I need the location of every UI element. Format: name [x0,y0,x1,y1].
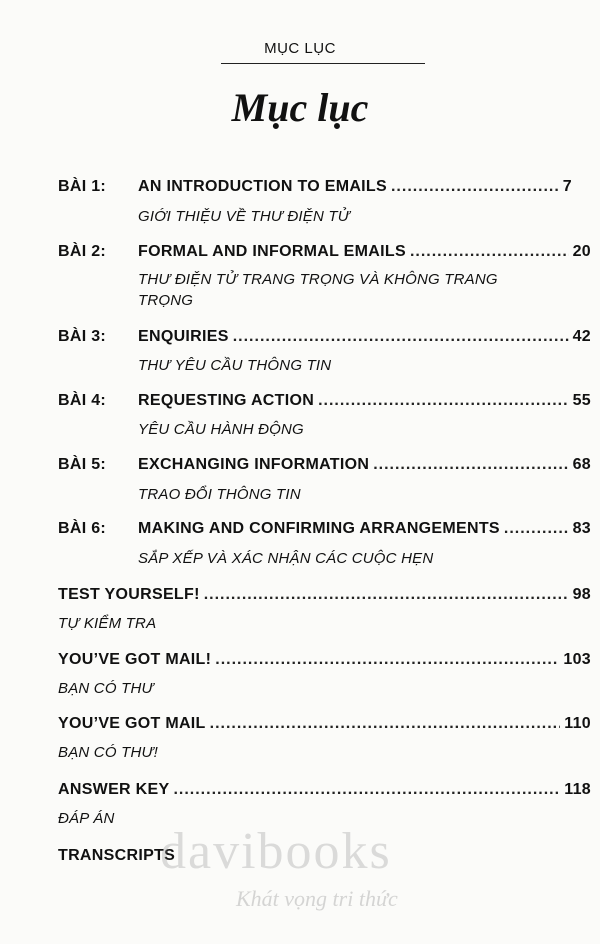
dot-leader [318,392,569,410]
lesson-number: BÀI 1: [58,178,107,195]
toc-entry-youve-got-mail-2 [58,715,591,733]
lesson-number: BÀI 5: [58,456,107,473]
toc-entry-lesson-3 [58,328,591,346]
page-number: 55 [572,392,591,409]
entry-subtitle: GIỚI THIỆU VỀ THƯ ĐIỆN TỬ [138,208,350,225]
entry-subtitle: THƯ YÊU CẦU THÔNG TIN [138,357,332,374]
page-number: 118 [564,781,591,798]
watermark-tagline: Khát vọng tri thức [236,886,398,911]
dot-leader [373,456,568,474]
page-number: 110 [564,715,591,732]
entry-title: ENQUIRIES [138,328,229,345]
dot-leader [215,651,559,669]
entry-subtitle: TRAO ĐỔI THÔNG TIN [138,486,301,503]
dot-leader [410,243,569,261]
toc-entry-answer-key [58,781,591,799]
entry-title: TEST YOURSELF! [58,586,200,603]
entry-title: YOU’VE GOT MAIL [58,715,206,732]
page-number: 7 [562,178,572,195]
lesson-number: BÀI 4: [58,392,107,409]
entry-title: TRANSCRIPTS [58,847,176,864]
watermark-logo: davibooks [160,823,392,880]
entry-subtitle: ĐÁP ÁN [58,810,115,827]
toc-entry-lesson-2 [58,243,591,261]
entry-subtitle: THƯ ĐIỆN TỬ TRANG TRỌNG VÀ KHÔNG TRANG TRỌNG [138,271,498,309]
entry-title: MAKING AND CONFIRMING ARRANGEMENTS [138,520,500,537]
entry-title: FORMAL AND INFORMAL EMAILS [138,243,406,260]
toc-entry-lesson-5 [58,456,591,474]
entry-subtitle: BẠN CÓ THƯ! [58,744,158,761]
running-head: MỤC LỤC [264,40,336,57]
lesson-number: BÀI 2: [58,243,107,260]
page-number: 42 [572,328,591,345]
entry-title: REQUESTING ACTION [138,392,315,409]
toc-entry-youve-got-mail-1 [58,651,591,669]
lesson-number: BÀI 6: [58,520,107,537]
dot-leader [210,715,561,733]
page-number: 20 [572,243,591,260]
toc-entry-lesson-4 [58,392,591,410]
toc-entry-lesson-1 [58,178,572,196]
toc-entry-lesson-6 [58,520,591,538]
toc-entry-transcripts [58,847,175,865]
entry-subtitle: YÊU CẦU HÀNH ĐỘNG [138,421,304,438]
page-number: 68 [572,456,591,473]
page-number: 103 [563,651,591,668]
page-number: 83 [572,520,591,537]
entry-subtitle: BẠN CÓ THƯ [58,680,154,697]
entry-subtitle: SẮP XẾP VÀ XÁC NHẬN CÁC CUỘC HẸN [138,550,434,567]
lesson-number: BÀI 3: [58,328,107,345]
toc-entry-test-yourself [58,586,591,604]
entry-title: AN INTRODUCTION TO EMAILS [138,178,387,195]
dot-leader [204,586,569,604]
page-title: Mục lục [231,85,369,130]
entry-title: YOU’VE GOT MAIL! [58,651,212,668]
dot-leader [504,520,569,538]
page-number: 98 [572,586,591,603]
dot-leader [233,328,569,346]
dot-leader [173,781,560,799]
entry-title: EXCHANGING INFORMATION [138,456,370,473]
entry-title: ANSWER KEY [58,781,170,798]
dot-leader [391,178,559,196]
entry-subtitle: TỰ KIỂM TRA [58,615,157,632]
